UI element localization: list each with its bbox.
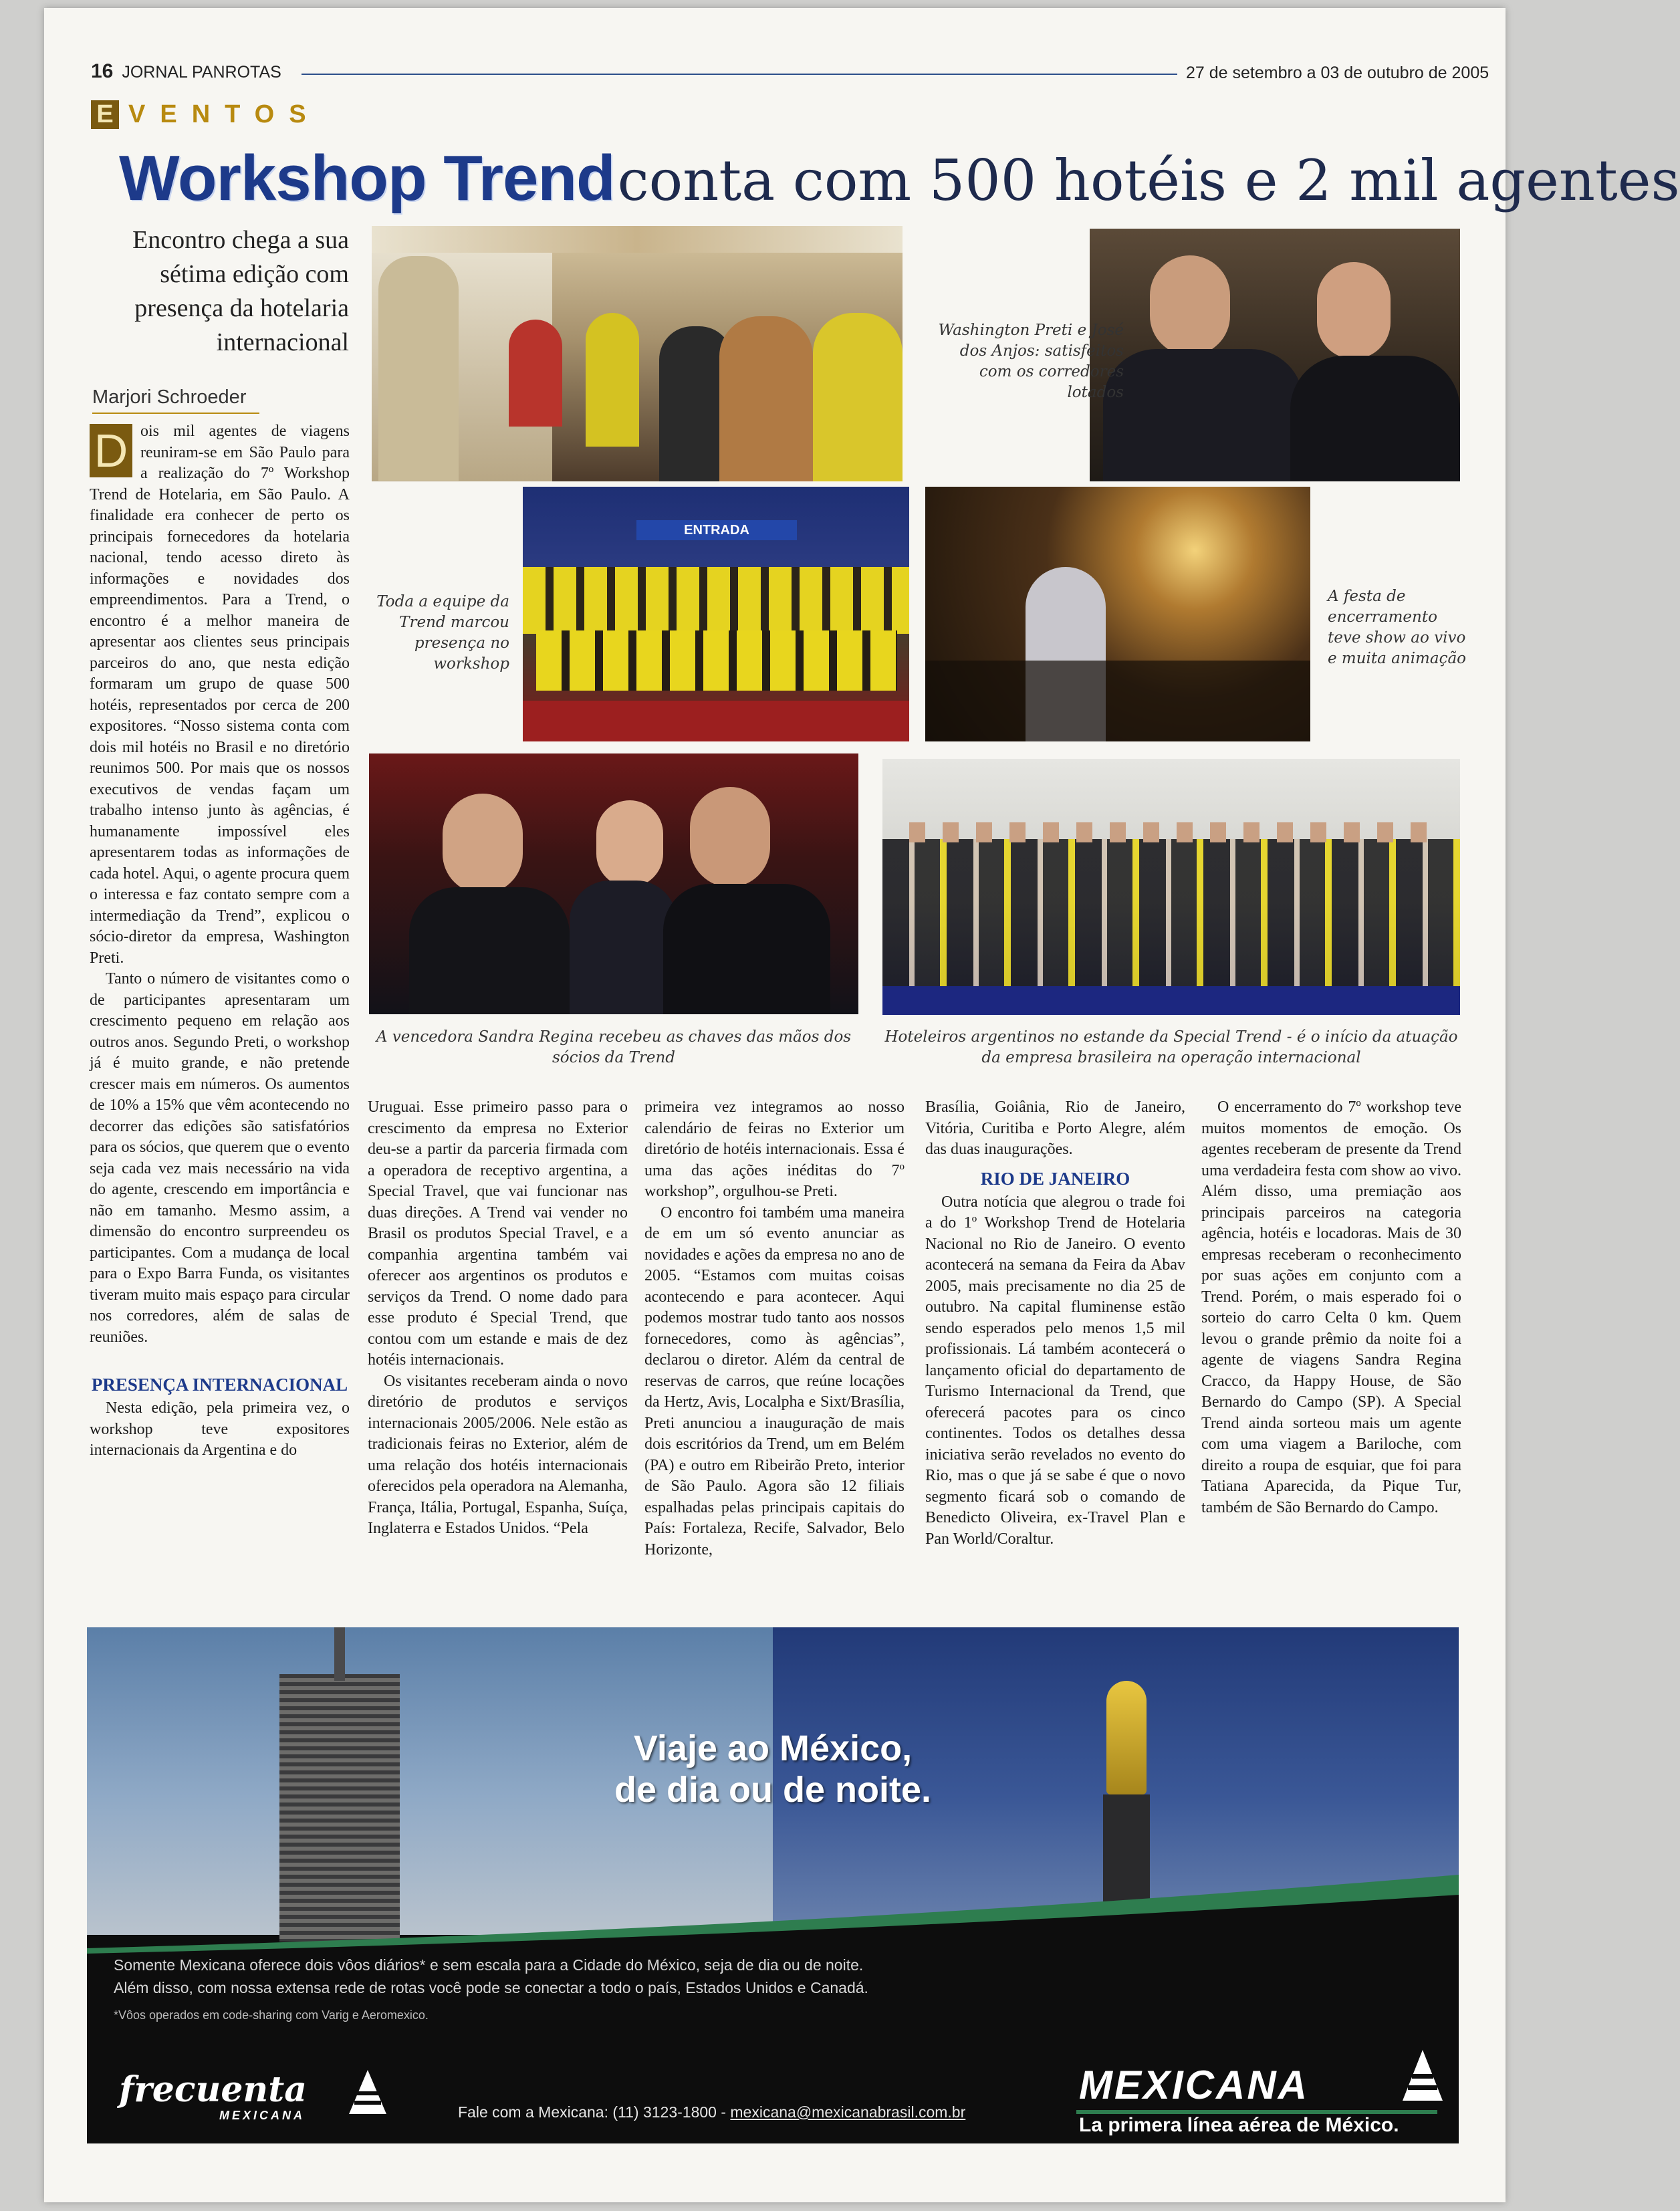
photo-person [719,316,813,481]
article-column-5 [1201,1097,1461,1518]
frecuenta-sub: MEXICANA [219,2109,306,2122]
subhead-rio: RIO DE JANEIRO [980,1168,1130,1189]
photo-floor [882,986,1460,1015]
photo-suit [1290,356,1460,481]
photo-suit [570,881,677,1014]
subhead-presenca: PRESENÇA INTERNACIONAL [91,1375,348,1395]
issue-date: 27 de setembro a 03 de outubro de 2005 [1186,64,1489,82]
photo-carpet [523,701,909,741]
ad-body [114,1954,868,1999]
ad-contact-email[interactable]: mexicana@mexicanabrasil.com.br [730,2103,966,2121]
paragraph: ois mil agentes de viagens reuniram-se em São Paulo para a realização do 7º Workshop Trend de Hotelaria, em São Paulo. A finalidade era conhecer de perto os principais fornecedores da hotelaria nacional, tendo acesso direto às informações e novidades dos empreendimentos. Para a Trend, o encontro é a melhor maneira de apresentar aos clientes seus principais parceiros do ano, que nesta edição formaram um grupo de quase 500 hotéis, representados por cerca de 200 expositores. “Nosso sistema conta com dois mil hotéis no Brasil e no diretório reunimos 500. Por mais que os nossos executivos de vendas façam um trabalho intenso junto às agências, é humanamente impossível eles apresentarem todas as informações de cada hotel. Aqui, o agente procura quem o interessa e faz contato sempre com a intermediação da Trend”, explicou o sócio-diretor da empresa, Washington Preti. [90,423,350,967]
ad-body-line: Além disso, com nossa extensa rede de rotas você pode se conectar a todo o país, Estados Unidos e Canadá. [114,1979,868,1996]
photo-suit [1103,349,1304,481]
paragraph: primeira vez integramos ao nosso calendário de feiras no Exterior um diretório de hotéis internacionais. Essa é uma das ações inéditas do 7º workshop”, orgulhou-se Preti. [644,1098,905,1200]
article-column-3 [644,1097,905,1560]
photo-face [596,800,663,887]
caption-vencedora: A vencedora Sandra Regina recebeu as chaves das mãos dos sócios da Trend [376,1028,852,1066]
photo-argentine-hoteliers [882,759,1460,1015]
ad-headline-line: de dia ou de noite. [614,1770,932,1810]
deck-line: Encontro chega a sua [132,226,349,254]
photo-face [1317,262,1391,359]
mexicana-advertisement [87,1627,1459,2143]
paragraph: O encerramento do 7º workshop teve muitos momentos de emoção. Os agentes receberam de presente da Trend uma verdadeira festa com show ao vivo. Além disso, uma premiação aos principais parceiros na categoria agência, hotéis e locadoras. Mais de 30 empresas receberam o reconhecimento por suas ações em conjunto com a Trend. Porém, o mais esperado foi o sorteio do carro Celta 0 km. Quem levou o grande prêmio da noite foi a agente de viagens Sandra Regina Cracco, da Happy House, de São Bernardo do Campo (SP). A Special Trend ainda sorteou mais um agente com uma viagem a Bariloche, com direito a roupa de esquiar, que foi para Tatiana Aparecida, da Pique Tur, também de São Bernardo do Campo. [1201,1098,1461,1516]
header-rule [302,74,1177,75]
mexicana-small-emblem-icon [348,2069,388,2115]
section-label [91,100,321,129]
photo-person [813,313,903,481]
article-column-1 [90,421,350,1611]
byline: Marjori Schroeder [92,386,247,408]
article-column-4 [925,1097,1185,1550]
caption-hoteleiros: Hoteleiros argentinos no estande da Special Trend - é o início da atuação da empresa brasileira na operação internacional [884,1028,1458,1066]
photo-group-row [882,839,1460,986]
headline [119,142,1680,215]
paragraph: Brasília, Goiânia, Rio de Janeiro, Vitória, Curitiba e Porto Alegre, além das duas inaugurações. [925,1098,1185,1158]
deck-line: internacional [216,328,349,356]
photo-team-yellow [523,487,909,741]
photo-suit [663,884,830,1014]
article-column-2 [368,1097,628,1540]
caption-festa: A festa de encerramento teve show ao vivo e muita animação [1328,588,1467,667]
mexicana-emblem-icon [1401,2049,1444,2102]
paragraph: Tanto o número de visitantes como o de participantes apresentaram um crescimento pequeno em relação aos outros anos. Segundo Preti, o workshop já é muito grande, e não pretende crescer mais em números. Os aumentos de 10% a 15% que vêm acontecendo no decorrer das edições são satisfatórios para os sócios, que querem que o evento seja cada vez mais necessário na vida do agente, crescendo em importância e não em tamanho. Mesmo assim, a dimensão do encontro surpreendeu os participantes. Com a mudança de local para o Expo Barra Funda, os visitantes tiveram muito mais espaço para circular nos corredores, além de salas de reuniões. [90,970,350,1346]
ad-headline [87,1728,1459,1811]
paragraph: Outra notícia que alegrou o trade foi a do 1º Workshop Trend de Hotelaria Nacional no Rio de Janeiro. O evento acontecerá na semana da Feira da Abav 2005, mais precisamente no dia 25 de outubro. Na capital fluminense estão sendo esperados pelo menos 1,5 mil profissionais. Lá também acontecerá o lançamento oficial do departamento de Turismo Internacional da Trend, que oferecerá pacotes para os cinco continentes. Todos os detalhes dessa iniciativa serão revelados no evento do Rio, mas o que já se sabe é que o novo segmento ficará sob o comando de Benedicto Oliveira, ex-Travel Plan e Pan World/Coraltur. [925,1193,1185,1548]
photo-team-row [523,567,909,634]
deck-line: presença da hotelaria [134,294,349,322]
frecuenta-logo [119,2071,307,2123]
frecuenta-wordmark: frecuenta [119,2069,307,2110]
photo-suit [409,887,570,1014]
entrada-sign: ENTRADA [636,520,797,540]
paragraph: Os visitantes receberam ainda o novo diretório de produtos e serviços internacionais 2005/2006. Nele estão as tradicionais feiras no Exterior, além de uma relação dos hotéis internacionais oferecidos pela operadora na Alemanha, França, Itália, Portugal, Espanha, Suíça, Inglaterra e Estados Unidos. “Pela [368,1372,628,1537]
paragraph: Nesta edição, pela primeira vez, o workshop teve expositores internacionais da Argentina e do [90,1399,350,1459]
caption-equipe: Toda a equipe da Trend marcou presença no workshop [376,593,509,673]
photo-winner [369,753,858,1014]
page-header [91,60,281,83]
mexicana-brand: MEXICANA [1079,2063,1310,2107]
ad-body-line: Somente Mexicana oferece dois vôos diários* e sem escala para a Cidade do México, seja de dia ou de noite. [114,1956,864,1974]
byline-rule [92,413,259,414]
photo-face [1150,255,1230,356]
photo-team-row [536,630,897,691]
mexicana-tagline: La primera línea aérea de México. [1079,2114,1399,2136]
photo-faces-row [909,822,1444,842]
photo-ceiling [372,226,903,253]
ad-tower-antenna [334,1627,345,1681]
section-rest: VENTOS [128,100,321,128]
photo-closing-party [925,487,1310,741]
photo-face [443,794,523,894]
deck-line: sétima edição com [160,260,349,288]
deck [84,223,349,360]
ad-contact-phone: Fale com a Mexicana: (11) 3123-1800 - [458,2103,731,2121]
photo-person [378,256,459,481]
photo-face [690,787,770,887]
photo-person [586,313,639,447]
headline-highlight: Workshop Trend [119,142,615,214]
ad-green-swoosh [87,1868,1459,1962]
ad-headline-line: Viaje ao México, [633,1728,913,1768]
page-number: 16 [91,60,114,82]
photo-corridor-crowd [372,226,903,481]
publication-name: JORNAL PANROTAS [122,63,281,82]
ad-contact [458,2103,965,2121]
photo-person [509,320,562,427]
paragraph: O encontro foi também uma maneira de em um só evento anunciar as novidades e ações da empresa no ano de 2005. “Estamos com muitas coisas acontecendo e para acontecer. Aqui podemos mostrar tudo tanto aos nossos fornecedores, como às agências”, declarou o diretor. Além da central de reservas de carros, que reúne locações da Hertz, Avis, Localpha e Sixt/Brasília, Preti anunciou a inauguração de mais dois escritórios da Trend, um em Belém (PA) e outro em Ribeirão Preto, interior de São Paulo. Agora são 12 filiais espalhadas pelas principais capitais do País: Fortaleza, Recife, Salvador, Belo Horizonte, [644,1203,905,1558]
ad-footnote: *Vôos operados em code-sharing com Varig e Aeromexico. [114,2008,429,2022]
paragraph: Uruguai. Esse primeiro passo para o crescimento da empresa no Exterior deu-se a partir da parceria firmada com a operadora de receptivo argentina, a Special Travel, que vai funcionar nas duas direções. A Trend vai vender no Brasil os produtos Special Travel, e a companhia argentina também vai oferecer aos argentinos os produtos e serviços da Trend. O nome dado para esse produto é Special Trend, que contou com um estande e mais de dez hotéis internacionais. [368,1098,628,1369]
photo-washington-jose [1090,229,1460,481]
headline-rest: conta com 500 hotéis e 2 mil agentes [617,148,1680,213]
section-initial: E [91,100,119,129]
photo-floor [925,661,1310,741]
drop-cap: D [90,424,132,477]
caption-washington: Washington Preti e José dos Anjos: satisfeitos com os corredores lotados [938,322,1124,401]
